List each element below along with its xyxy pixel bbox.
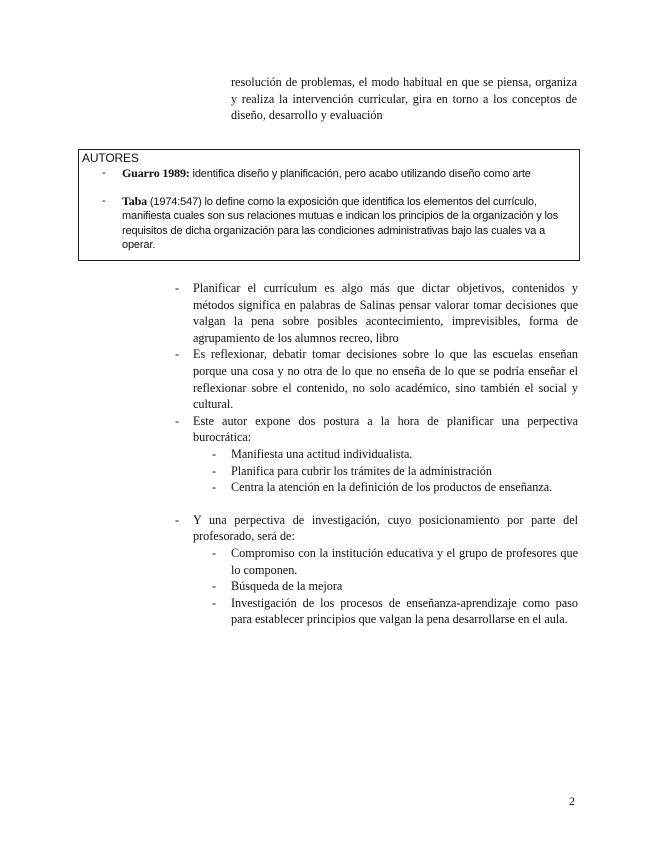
- list-item-text: Este autor expone dos postura a la hora de planificar una perpectiva burocrática:: [193, 413, 578, 445]
- list-dash: -: [175, 347, 180, 362]
- list-dash: -: [102, 167, 106, 179]
- list-dash: -: [212, 446, 217, 461]
- list-dash: -: [212, 463, 217, 478]
- sub-list-item-text: Investigación de los procesos de enseñanza-aprendizaje como paso para establecer principios que valgan la pena desarrollarse en el aula.: [231, 595, 578, 627]
- sub-list-item-text: Búsqueda de la mejora: [231, 579, 343, 594]
- authors-box: [78, 149, 580, 261]
- intro-paragraph: resolución de problemas, el modo habitual en que se piensa, organiza y realiza la intervención curricular, gira en torno a los conceptos de diseño, desarrollo y evaluación: [231, 75, 577, 123]
- page-number: 2: [569, 794, 575, 808]
- sub-list-item: [175, 578, 578, 595]
- list-item-text: Y una perpectiva de investigación, cuyo posicionamiento por parte del profesorado, será de:: [193, 512, 578, 544]
- sub-list-item-text: Planifica para cubrir los trámites de la administración: [231, 463, 492, 478]
- author-citation-taba: (1974:547): [146, 196, 202, 209]
- authors-box-title: AUTORES: [82, 151, 139, 165]
- author-name-taba: Taba: [122, 194, 147, 209]
- sub-list-item: [175, 595, 578, 628]
- list-item-text: Es reflexionar, debatir tomar decisiones sobre lo que las escuelas enseñan porque una cosa y no otra de lo que no enseña de lo que se podría enseñar el reflexionar sobre el contenido, no solo académico, sino también el social y cultural.: [193, 347, 578, 412]
- sub-list-item: [175, 463, 578, 480]
- sub-list-item-text: Compromiso con la institución educativa y el grupo de profesores que lo componen.: [231, 545, 578, 577]
- list-dash: -: [212, 595, 217, 610]
- sub-list-item: [175, 479, 578, 496]
- list-item: [175, 280, 578, 346]
- list-dash: -: [175, 512, 180, 527]
- list-item-text: Planificar el currículum es algo más que dictar objetivos, contenidos y métodos significa en palabras de Salinas pensar valorar tomar decisiones que valgan la pena sobre posibles acontecimiento, imprevisibles, forma de agrupamiento de los alumnos recreo, libro: [193, 281, 578, 345]
- author-entry-taba: [82, 194, 575, 252]
- sub-list-item: [175, 446, 578, 463]
- list-item: [175, 512, 578, 545]
- author-text-taba: lo define como la exposición que identifica los elementos del currículo, manifiesta cuales son sus relaciones mutuas e indican los principios de la organización y los requisitos de dicha organización para las condiciones administrativas bajo las cuales va a operar.: [122, 196, 559, 251]
- sub-list-item: [175, 545, 578, 578]
- author-entry-guarro: [82, 166, 575, 181]
- sub-list-item-text: Manifiesta una actitud individualista.: [231, 446, 413, 461]
- list-item: [175, 413, 578, 446]
- list-item: [175, 346, 578, 412]
- author-text-guarro: identifica diseño y planificación, pero acabo utilizando diseño como arte: [189, 168, 531, 180]
- list-dash: -: [212, 545, 217, 560]
- list-dash: -: [175, 413, 180, 428]
- spacer: [175, 496, 578, 512]
- list-dash: -: [212, 579, 217, 594]
- list-dash: -: [175, 281, 180, 295]
- sub-list-item-text: Centra la atención en la definición de los productos de enseñanza.: [231, 480, 553, 495]
- list-dash: -: [212, 480, 217, 495]
- author-name-guarro: Guarro 1989:: [122, 166, 190, 180]
- main-bullet-list: [175, 280, 578, 628]
- list-dash: -: [102, 195, 106, 208]
